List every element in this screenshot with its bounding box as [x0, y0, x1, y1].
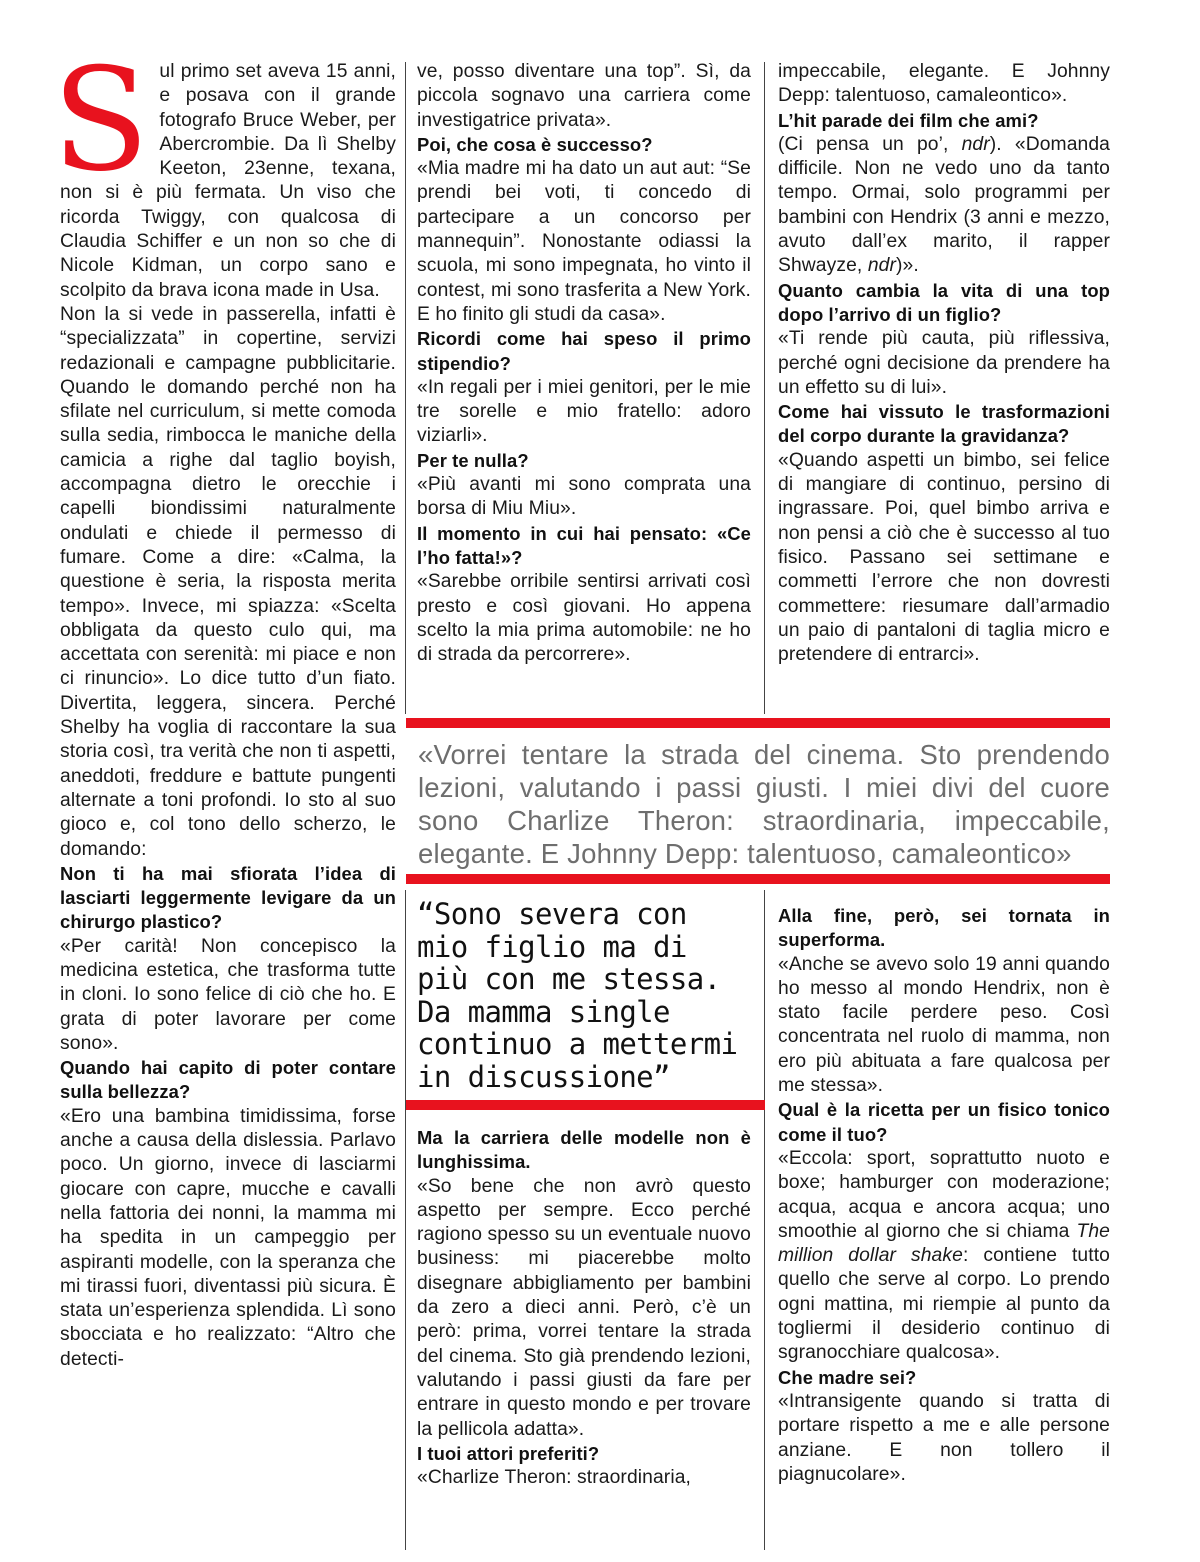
question: Ma la carriera delle modelle non è lunghissima.: [417, 1127, 751, 1173]
question: Ricordi come hai speso il primo stipendio?: [417, 328, 751, 374]
article-column-3: [778, 60, 1110, 667]
question: Quanto cambia la vita di una top dopo l’arrivo di un figlio?: [778, 279, 1110, 325]
column-rule-2-lower: [764, 890, 765, 1550]
article-column-3-lower: [778, 904, 1110, 1487]
column-rule-1-lower: [405, 890, 406, 1550]
answer: impeccabile, elegante. E Johnny Depp: talentuoso, camaleontico».: [778, 61, 1110, 107]
highlight-quote: “Sono severa con mio figlio ma di più con me stessa. Da mamma single continuo a mettermi in discussione”: [417, 897, 738, 1094]
article-column-2-lower: [417, 1126, 751, 1490]
article-column-1: [52, 38, 396, 1372]
answer: «Sarebbe orribile sentirsi arrivati così presto e così giovani. Ho appena scelto la mia prima automobile: ne ho di strada da percorrere».: [417, 571, 751, 666]
answer: «In regali per i miei genitori, per le mie tre sorelle e mio fratello: adoro viziarli».: [417, 376, 751, 447]
question: Per te nulla?: [417, 449, 529, 471]
column-rule-2: [764, 62, 765, 714]
body-paragraph: Non la si vede in passerella, infatti è “specializzata” in copertine, servizi redazionali e campagne pubblicitarie. Quando le domando perché non ha sfilate nel curriculum, si mette comoda sulla sedia, rimbocca le maniche della camicia a righe dal taglio boyish, accompagna dietro le orecchie i capelli biondissimi naturalmente ondulati e chiede il permesso di fumare. Come a dire: «Calma, la questione è seria, la risposta merita tempo». Invece, mi spiazza: «Scelta obbligata da questo culo qui, ma accettata con serenità: mi piace e non ci rinuncio». Lo dice tutto d’un fiato. Divertita, leggera, sincera. Perché Shelby ha voglia di raccontare la sua storia così, tra verità che non ti aspetti, aneddoti, freddure e battute pungenti alternate a toni profondi. Io sto al suo gioco e, col tono dello scherzo, le domando:: [60, 303, 396, 860]
question: L’hit parade dei film che ami?: [778, 109, 1039, 131]
red-bar-quote: [406, 1100, 765, 1110]
answer: «Anche se avevo solo 19 anni quando ho messo al mondo Hendrix, non è stato facile perdere peso. Così concentrata nel ruolo di mamma, non ero più abituata a fare qualcosa per me stessa».: [778, 953, 1110, 1097]
answer: «Ero una bambina timidissima, forse anche a causa della dislessia. Parlavo poco. Un giorno, invece di lasciarmi giocare con capre, mucche e cavalli nella fattoria dei nonni, la mamma mi ha spedita in un campeggio per aspiranti modelle, con la speranza che mi tirassi fuori, diventassi più sicura. È stata un’esperienza splendida. Lì sono sbocciata e ho realizzato: “Altro che detecti-: [60, 1105, 396, 1370]
answer: «Eccola: sport, soprattutto nuoto e boxe; hamburger con moderazione; acqua, acqua e ancora acqua; uno smoothie al giorno che si chiama The million dollar shake: contiene tutto quello che serve al corpo. Lo prendo ogni mattina, mi riempie al punto da togliermi il desiderio continuo di sgranocchiare qualcosa».: [778, 1147, 1110, 1364]
answer: ve, posso diventare una top”. Sì, da piccola sognavo una carriera come investigatrice privata».: [417, 61, 751, 131]
answer: «Per carità! Non concepisco la medicina estetica, che trasforma tutte in cloni. Io sono felice di ciò che ho. E grata di poter lavorare per come sono».: [60, 935, 396, 1054]
red-bar-top: [406, 718, 1110, 728]
answer: «Charlize Theron: straordinaria,: [417, 1467, 691, 1489]
question: I tuoi attori preferiti?: [417, 1442, 600, 1464]
question: Non ti ha mai sfiorata l’idea di lasciarti leggermente levigare da un chirurgo plastico?: [60, 862, 396, 933]
question: Quando hai capito di poter contare sulla bellezza?: [60, 1057, 396, 1103]
answer: «Ti rende più cauta, più riflessiva, perché ogni decisione da prendere ha un effetto su di lui».: [778, 328, 1110, 398]
question: Che madre sei?: [778, 1366, 917, 1388]
answer: «So bene che non avrò questo aspetto per sempre. Ecco perché ragiono spesso su un eventuale nuovo business: mi piacerebbe molto disegnare abbigliamento per bambini da zero a dieci anni. Però, c’è un però: prima, vorrei tentare la strada del cinema. Sto già prendendo lezioni, valutando i passi giusti da fare per entrare in questo mondo e per trovare la pellicola adatta».: [417, 1175, 751, 1440]
question: Il momento in cui hai pensato: «Ce l’ho fatta!»?: [417, 522, 751, 568]
answer: (Ci pensa un po’, ndr). «Domanda difficile. Non ne vedo uno da tanto tempo. Ormai, solo programmi per bambini con Hendrix (3 anni e mezzo, avuto dall’ex marito, il rapper Shwayze, ndr)».: [778, 133, 1110, 277]
answer: «Più avanti mi sono comprata una borsa di Miu Miu».: [417, 474, 751, 520]
question: Poi, che cosa è successo?: [417, 133, 653, 155]
intro-paragraph: Sul primo set aveva 15 anni, e posava con il grande fotografo Bruce Weber, per Abercrombie. Da lì Shelby Keeton, 23enne, texana, non si è più fermata. Un viso che ricorda Twiggy, con qualcosa di Claudia Schiffer e un non so che di Nicole Kidman, un corpo sano e scolpito da brava icona made in Usa.: [52, 38, 396, 301]
question: Alla fine, però, sei tornata in superforma.: [778, 905, 1110, 951]
question: Qual è la ricetta per un fisico tonico come il tuo?: [778, 1099, 1110, 1145]
column-rule-1: [405, 62, 406, 714]
question: Come hai vissuto le trasformazioni del corpo durante la gravidanza?: [778, 401, 1110, 447]
answer: «Mia madre mi ha dato un aut aut: “Se prendi bei voti, ti concedo di partecipare a un concorso per mannequin”. Nonostante odiassi la scuola, mi sono impegnata, ho vinto il contest, mi sono trasferita a New York. E ho finito gli studi da casa».: [417, 158, 751, 325]
answer: «Quando aspetti un bimbo, sei felice di mangiare di continuo, persino di ingrassare. Poi, quel bimbo arriva e non pensi a ciò che è successo al tuo fisico. Passano sei settimane e commetti l’errore che non dovresti commettere: riesumare dall’armadio un paio di pantaloni di taglia micro e pretendere di entrarci».: [778, 449, 1110, 666]
drop-cap: S: [52, 38, 150, 203]
red-bar-middle: [406, 874, 1110, 884]
answer: «Intransigente quando si tratta di portare rispetto a me e alle persone anziane. E non tollero il piagnucolare».: [778, 1390, 1110, 1485]
article-column-2: [417, 60, 751, 667]
pull-quote: «Vorrei tentare la strada del cinema. Sto prendendo lezioni, valutando i passi giusti. I miei divi del cuore sono Charlize Theron: straordinaria, impeccabile, elegante. E Johnny Depp: talentuoso, camaleontico»: [418, 739, 1110, 869]
